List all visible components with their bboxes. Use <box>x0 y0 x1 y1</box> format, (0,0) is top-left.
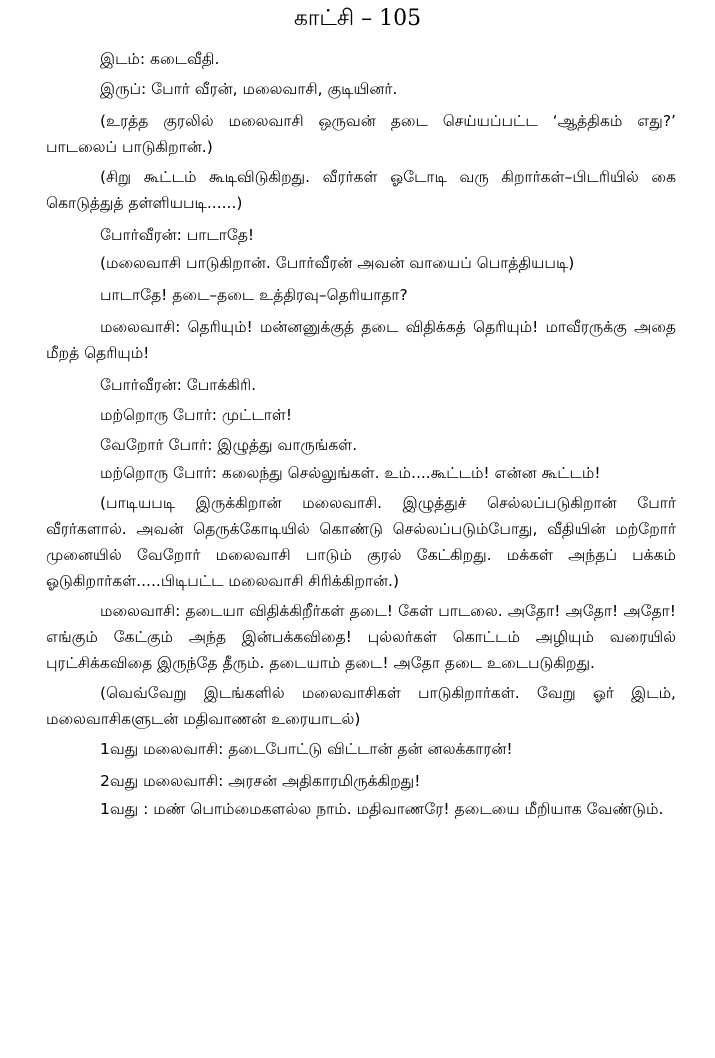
paragraph-dialogue: 1வது மலைவாசி: தடைபோட்டு விட்டான் தன் னலக்காரன்! <box>100 740 513 758</box>
paragraph-dialogue: மற்றொரு போர்: கலைந்து செல்லுங்கள். உம்....கூட்டம்! என்ன கூட்டம்! <box>100 464 601 482</box>
paragraph-stage-direction: (வெவ்வேறு இடங்களில் மலைவாசிகள் பாடுகிறார்கள். வேறு ஓர் இடம், மலைவாசிகளுடன் மதிவாணன் உரையாடல்) <box>46 684 676 728</box>
paragraph-stage-direction: (சிறு கூட்டம் கூடிவிடுகிறது. வீரர்கள் ஓடோடி வரு கிறார்கள்–பிடரியில் கை கொடுத்துத் தள்ளியபடி......) <box>46 168 676 212</box>
paragraph-characters: இருப்: போர் வீரன், மலைவாசி, குடியினர். <box>100 80 398 98</box>
paragraph-dialogue: வேறோர் போர்: இழுத்து வாருங்கள். <box>100 436 358 454</box>
paragraph-dialogue: போர்வீரன்: போக்கிரி. <box>100 376 257 394</box>
paragraph-stage-direction: (மலைவாசி பாடுகிறான். போர்வீரன் அவன் வாயைப் பொத்தியபடி) <box>100 254 575 272</box>
paragraph-place: இடம்: கடைவீதி. <box>100 50 220 68</box>
paragraph-dialogue: மலைவாசி: தெரியும்! மன்னனுக்குத் தடை விதிக்கத் தெரியும்! மாவீரருக்கு அதை மீறத் தெரியும்! <box>46 318 676 362</box>
paragraph-dialogue: மற்றொரு போர்: முட்டாள்! <box>100 406 293 424</box>
paragraph-stage-direction: (உரத்த குரலில் மலைவாசி ஒருவன் தடை செய்யப்பட்ட ‘ஆத்திகம் எது?’ பாடலைப் பாடுகிறான்.) <box>46 112 676 156</box>
paragraph-dialogue: பாடாதே! தடை–தடை உத்திரவு–தெரியாதா? <box>100 286 408 304</box>
paragraph-dialogue: 1வது : மண் பொம்மைகளல்ல நாம். மதிவாணரே! தடையை மீறியாக வேண்டும். <box>100 800 664 818</box>
paragraph-dialogue: போர்வீரன்: பாடாதே! <box>100 226 255 244</box>
paragraph-stage-direction: (பாடியபடி இருக்கிறான் மலைவாசி. இழுத்துச் செல்லப்படுகிறான் போர் வீரர்களால். அவன் தெருக்கோடியில் கொண்டு செல்லப்படும்போது, வீதியின் மற்றோர் முனையில் வேறோர் மலைவாசி பாடும் குரல் கேட்கிறது. மக்கள் அந்தப் பக்கம் ஓடுகிறார்கள்.....பிடிபட்ட மலைவாசி சிரிக்கிறான்.) <box>46 494 676 590</box>
page-header: காட்சி – 105 <box>293 6 422 31</box>
paragraph-dialogue: மலைவாசி: தடையா விதிக்கிறீர்கள் தடை! கேள் பாடலை. அதோ! அதோ! அதோ! எங்கும் கேட்கும் அந்த இன்பக்கவிதை! புல்லர்கள் கொட்டம் அழியும் வரையில் புரட்சிக்கவிதை இருந்தே தீரும். தடையாம் தடை! அதோ தடை உடைபடுகிறது. <box>46 602 676 672</box>
paragraph-dialogue: 2வது மலைவாசி: அரசன் அதிகாரமிருக்கிறது! <box>100 772 421 790</box>
page-body <box>46 44 676 822</box>
